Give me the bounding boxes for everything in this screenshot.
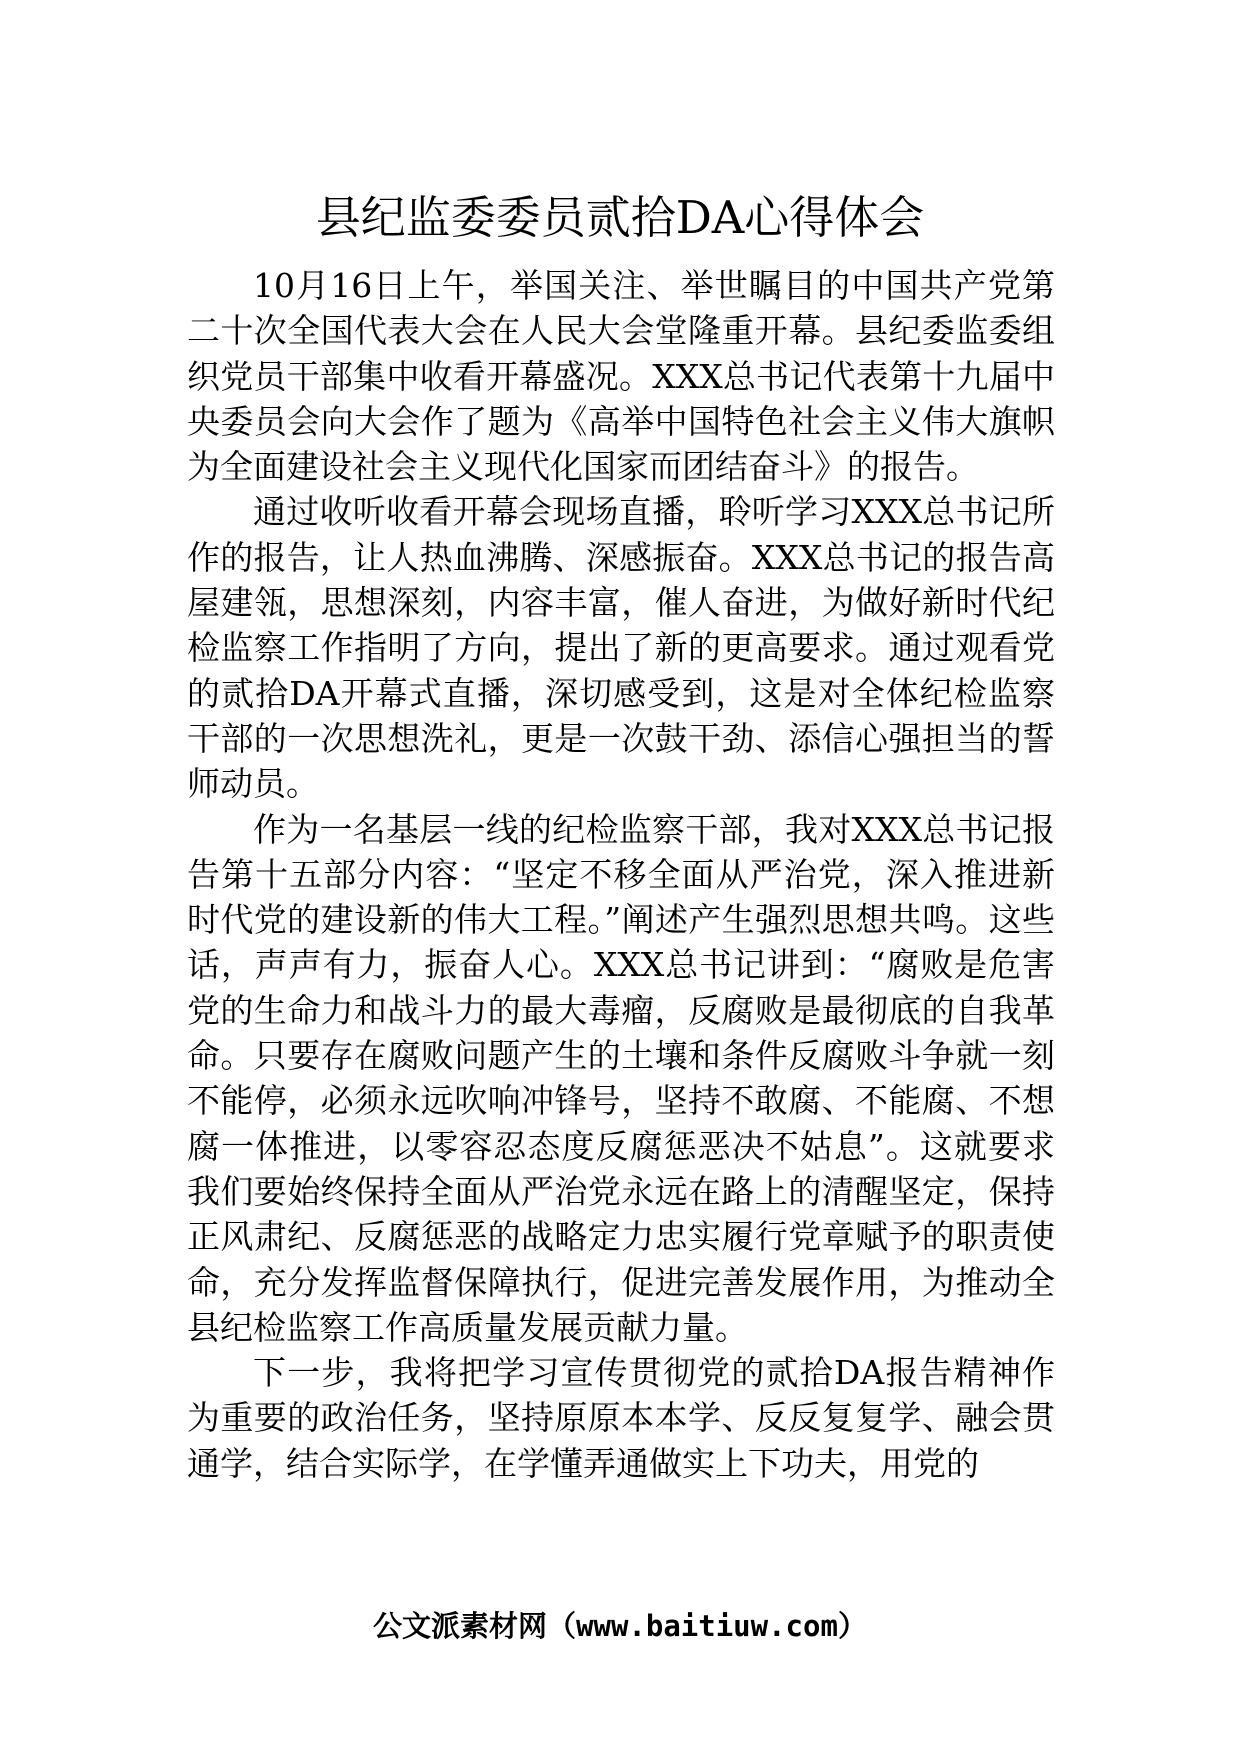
document-title: 县纪监委委员贰拾DA心得体会: [315, 191, 925, 244]
document-body: [187, 263, 1055, 1486]
page-footer: [0, 1606, 1240, 1646]
footer-url: （www.baitiuw.com）: [547, 1609, 867, 1643]
paragraph-1: 10月16日上午，举国关注、举世瞩目的中国共产党第二十次全国代表大会在人民大会堂隆重开幕。县纪委监委组织党员干部集中收看开幕盛况。XXX总书记代表第十九届中央委员会向大会作了题为《高举中国特色社会主义伟大旗帜为全面建设社会主义现代化国家而团结奋斗》的报告。: [187, 266, 1055, 487]
footer-site-name: 公文派素材网: [373, 1609, 548, 1643]
paragraph-2: 通过收听收看开幕会现场直播，聆听学习XXX总书记所作的报告，让人热血沸腾、深感振奋。XXX总书记的报告高屋建瓴，思想深刻，内容丰富，催人奋进，为做好新时代纪检监察工作指明了方向，提出了新的更高要求。通过观看党的贰拾DA开幕式直播，深切感受到，这是对全体纪检监察干部的一次思想洗礼，更是一次鼓干劲、添信心强担当的誓师动员。: [187, 492, 1055, 804]
paragraph-4: 下一步，我将把学习宣传贯彻党的贰拾DA报告精神作为重要的政治任务，坚持原原本本学、反反复复学、融会贯通学，结合实际学，在学懂弄通做实上下功夫，用党的: [187, 1353, 1055, 1483]
paragraph-3: 作为一名基层一线的纪检监察干部，我对XXX总书记报告第十五部分内容：“坚定不移全面从严治党，深入推进新时代党的建设新的伟大工程。”阐述产生强烈思想共鸣。这些话，声声有力，振奋人心。XXX总书记讲到：“腐败是危害党的生命力和战斗力的最大毒瘤，反腐败是最彻底的自我革命。只要存在腐败问题产生的土壤和条件反腐败斗争就一刻不能停，必须永远吹响冲锋号，坚持不敢腐、不能腐、不想腐一体推进，以零容忍态度反腐惩恶决不姑息”。这就要求我们要始终保持全面从严治党永远在路上的清醒坚定，保持正风肃纪、反腐惩恶的战略定力忠实履行党章赋予的职责使命，充分发挥监督保障执行，促进完善发展作用，为推动全县纪检监察工作高质量发展贡献力量。: [187, 809, 1055, 1347]
